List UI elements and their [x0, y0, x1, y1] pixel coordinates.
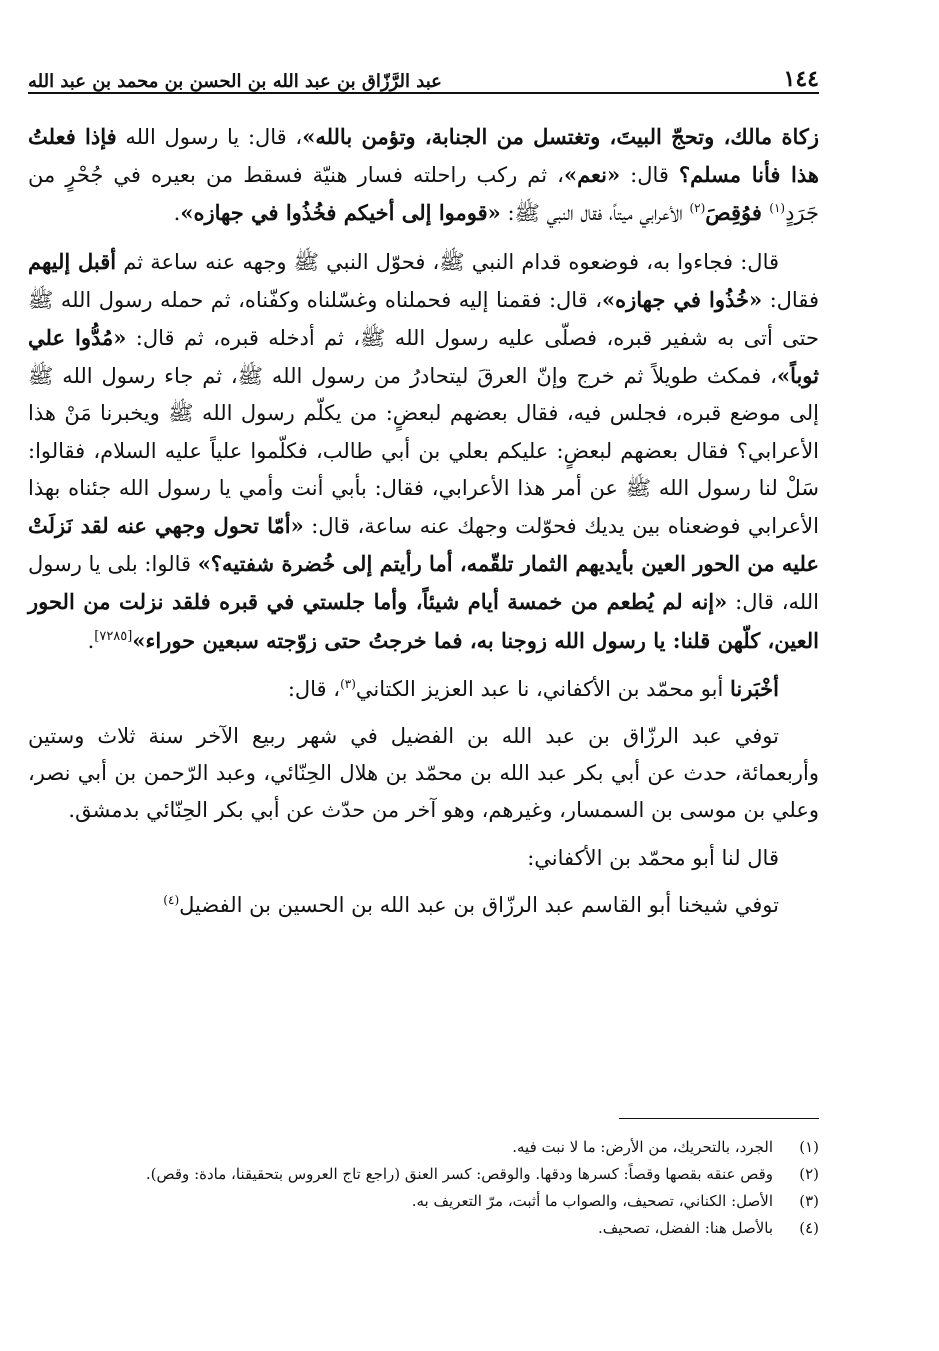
bold-text: «مُدُّوا علي ثوباً» [28, 325, 819, 389]
text-segment: . [87, 628, 95, 653]
text-segment: قالوا: بلى يا رسول الله، قال: [28, 552, 819, 615]
hadith-reference: [٧٢٨٥] [94, 628, 133, 644]
text-segment: أبو محمّد بن الأكفاني، نا عبد العزيز الكتاني [355, 676, 731, 701]
text-segment: الأعرابي ميتاً، فقال النبي ﷺ: [500, 201, 690, 226]
footnote-number: (٢) [799, 1165, 819, 1183]
running-header [28, 56, 819, 92]
running-title: عبد الرَّزّاق بن عبد الله بن الحسن بن محمد بن عبد الله [28, 71, 442, 92]
text-segment: ، قال: يا رسول الله [116, 125, 303, 149]
bold-text: «خُذُوا في جهازه» [601, 286, 763, 312]
footnote-text: الجرد، بالتحريك، من الأرض: ما لا نبت فيه. [512, 1138, 773, 1156]
footnote-marker: (٢) [689, 201, 706, 216]
footnote-rule [619, 1118, 819, 1119]
text-segment: ، فمكث طويلاً ثم خرج وإنّ العرقَ ليتحادرُ من رسول الله ﷺ، ثم جاء رسول الله ﷺ إلى موضع قبره، فجلس فيه، فقال بعضهم لبعضٍ: من يكلّم رسول الله ﷺ ويخبرنا مَنْ هذا الأعرابي؟ فقال بعضهم لبعضٍ: عليكم بعلي بن أبي طالب، فكلّموا علياً عليه السلام، فقالوا: سَلْ لنا رسول الله ﷺ عن أمر هذا الأعرابي، فقال: بأبي أنت وأمي يا رسول الله جئناه بهذا الأعرابي فوضعناه بين يديك فحوّلت وجهك عنه ساعة، قال: [28, 364, 819, 539]
footnote-number: (٣) [799, 1192, 819, 1210]
bold-text: أخْبَرنا [730, 675, 779, 701]
footnote-marker: (١) [769, 201, 786, 216]
paragraph-p3 [28, 670, 819, 708]
footnote-text: بالأصل هنا: الفضل، تصحيف. [598, 1219, 773, 1237]
text-segment: ، قال: فقمنا إليه فحملناه وغسّلناه وكفّناه، ثم حمله رسول الله ﷺ حتى أتى به شفير قبره، فصلّى عليه رسول الله ﷺ، ثم أدخله قبره، ثم قال: [28, 287, 819, 351]
text-segment: ، قال: [287, 676, 341, 701]
paragraph-p2 [28, 243, 819, 660]
footnote-text: وقص عنقه بقصها وقصاً: كسرها ودقها. والوقص: كسر العنق (راجع تاج العروس بتحقيقنا، مادة: وقص). [145, 1165, 773, 1183]
bold-text: زكاة مالك، وتحجّ البيتَ، وتغتسل من الجنابة، وتؤمن بالله» [302, 124, 819, 149]
text-segment: قال لنا أبو محمّد بن الأكفاني: [527, 845, 779, 870]
text-segment: قال: [620, 163, 679, 188]
footnote-number: (١) [799, 1138, 819, 1156]
footnote-marker: (٣) [340, 676, 356, 691]
bold-text: «أمّا تحول وجهي عنه لقد نَزلَتْ عليه من الحور العين بأيديهم الثمار تلقّمه، أما رأيتم إلى خُضرة شفتيه؟» [28, 513, 819, 577]
text-segment: ، ثم ركب راحلته فسار هنيّة فسقط من بعيره في جُحْرٍ من جَرَدٍ [28, 163, 819, 226]
footnote-item [28, 1134, 819, 1161]
text-segment: فقال: [762, 287, 819, 312]
text-segment: توفي عبد الرزّاق بن عبد الله بن الفضيل في شهر ربيع الآخر سنة ثلاث وستين وأربعمائة، حدث عن أبي بكر عبد الله بن محمّد بن هلال الحِنّائي، وعبد الرّحمن بن أبي نصر، وعلي بن موسى بن السمسار، وغيرهم، وهو آخر من حدّث عن أبي بكر الحِنّائي بدمشق. [28, 724, 819, 823]
paragraph-p6 [28, 887, 819, 924]
footnotes [28, 1134, 819, 1242]
footnote-item [28, 1161, 819, 1188]
paragraph-p5 [28, 840, 819, 877]
paragraph-p4 [28, 718, 819, 830]
bold-text: فإذا فعلتُ هذا فأنا مسلم؟ [28, 124, 819, 188]
page-number: ١٤٤ [783, 66, 819, 92]
footnote-marker: (٤) [163, 892, 180, 907]
footnote-item [28, 1215, 819, 1242]
bold-text: «إنه لم يُطعم من خمسة أيام شيئاً، وأما جلستي في قبره فلقد نزلت من الحور العين، كلّهن قلنا: يا رسول الله زوجنا به، فما خرجتُ حتى زوّجته سبعين حوراء» [28, 589, 819, 653]
bold-text: أقبل إليهم [28, 248, 117, 274]
text-segment: قال: فجاءوا به، فوضعوه قدام النبي ﷺ، فحوّل النبي ﷺ وجهه عنه ساعة ثم [116, 249, 780, 274]
bold-text: «نعم» [563, 162, 621, 188]
main-text [28, 118, 819, 934]
bold-text: «قوموا إلى أخيكم فخُذُوا في جهازه» [180, 200, 501, 226]
footnote-text: الأصل: الكناني، تصحيف، والصواب ما أثبت، مرّ التعريف به. [411, 1192, 773, 1210]
bold-text: فوُقِصَ [705, 200, 770, 226]
footnote-number: (٤) [799, 1219, 819, 1237]
header-rule [28, 92, 819, 94]
footnote-item [28, 1188, 819, 1215]
text-segment: . [173, 201, 181, 226]
paragraph-p1 [28, 118, 819, 233]
text-segment: توفي شيخنا أبو القاسم عبد الرزّاق بن عبد الله بن الحسين بن الفضيل [179, 892, 779, 917]
